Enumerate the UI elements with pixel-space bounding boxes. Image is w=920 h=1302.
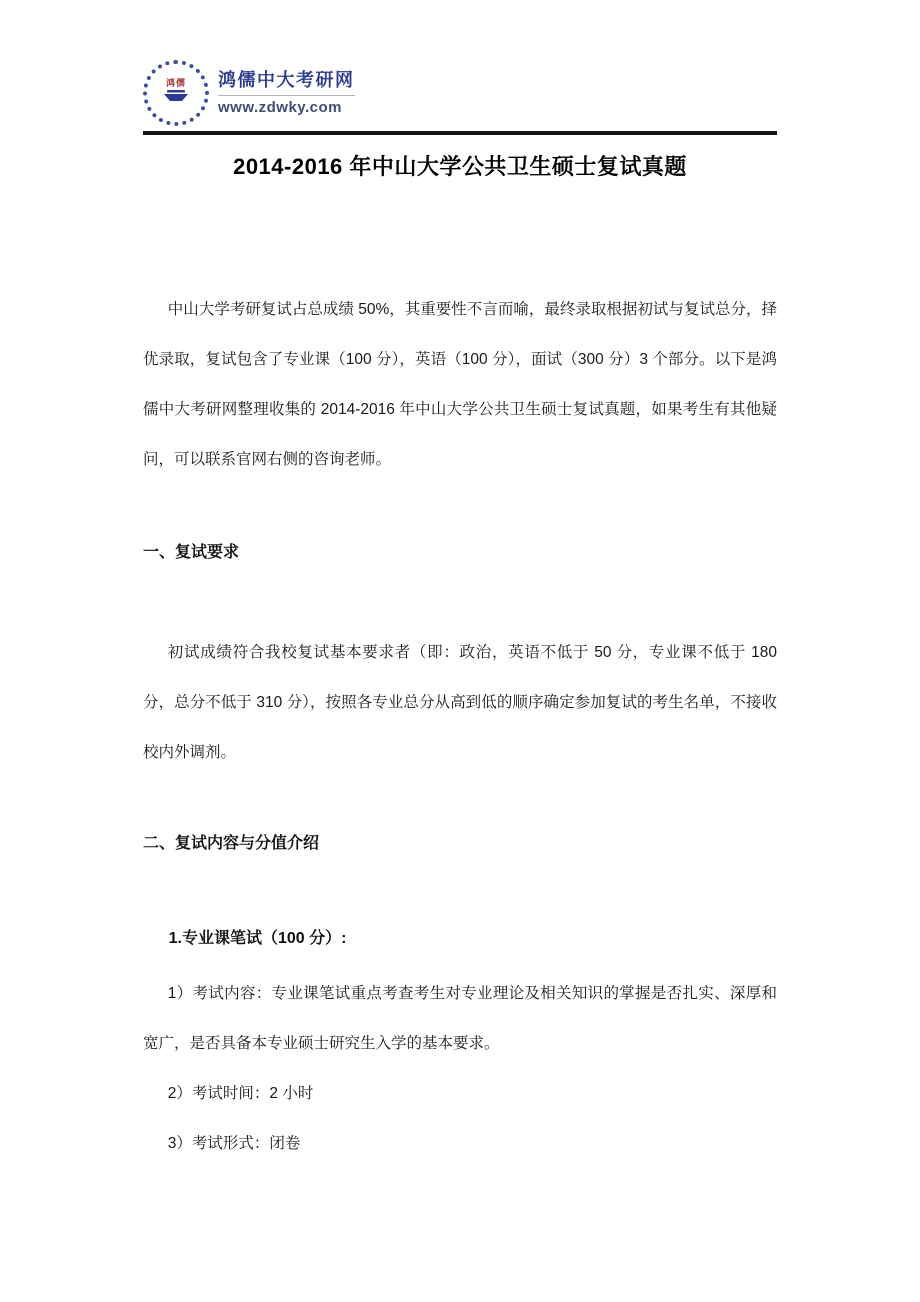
section1-paragraph: 初试成绩符合我校复试基本要求者（即：政治，英语不低于 50 分，专业课不低于 180 分，总分不低于 310 分），按照各专业总分从高到低的顺序确定参加复试的考生名单，不接收校内外调剂。 [143,644,777,761]
section2-heading: 二、复试内容与分值介绍 [143,835,320,852]
list-item-exam-content: 1）考试内容：专业课笔试重点考查考生对专业理论及相关知识的掌握是否扎实、深厚和宽广，是否具备本专业硕士研究生入学的基本要求。 [143,985,777,1052]
site-logo [143,60,209,126]
logo-emblem [153,70,199,116]
list-item-exam-format: 3）考试形式：闭卷 [167,1135,301,1152]
boat-icon [163,89,189,107]
page-title: 2014-2016 年中山大学公共卫生硕士复试真题 [233,154,687,179]
header-divider-rule [143,131,777,135]
logo-text: 鸿儒 [165,77,186,88]
brand-block [218,69,355,117]
intro-paragraph: 中山大学考研复试占总成绩 50%，其重要性不言而喻，最终录取根据初试与复试总分，择优录取，复试包含了专业课（100 分），英语（100 分），面试（300 分）3 个部分。以下是鸿儒中大考研网整理收集的 2014-2016 年中山大学公共卫生硕士复试真题，如果考生有其他疑问，可以联系官网右侧的咨询老师。 [143,301,777,468]
brand-url: www.zdwky.com [218,99,343,116]
brand-name: 鸿儒中大考研网 [218,69,355,96]
subsection1-heading: 1.专业课笔试（100 分）: [168,930,347,947]
site-header [143,0,777,126]
section1-heading: 一、复试要求 [143,544,240,561]
document-body [143,285,777,1169]
list-item-exam-time: 2）考试时间：2 小时 [167,1085,314,1102]
